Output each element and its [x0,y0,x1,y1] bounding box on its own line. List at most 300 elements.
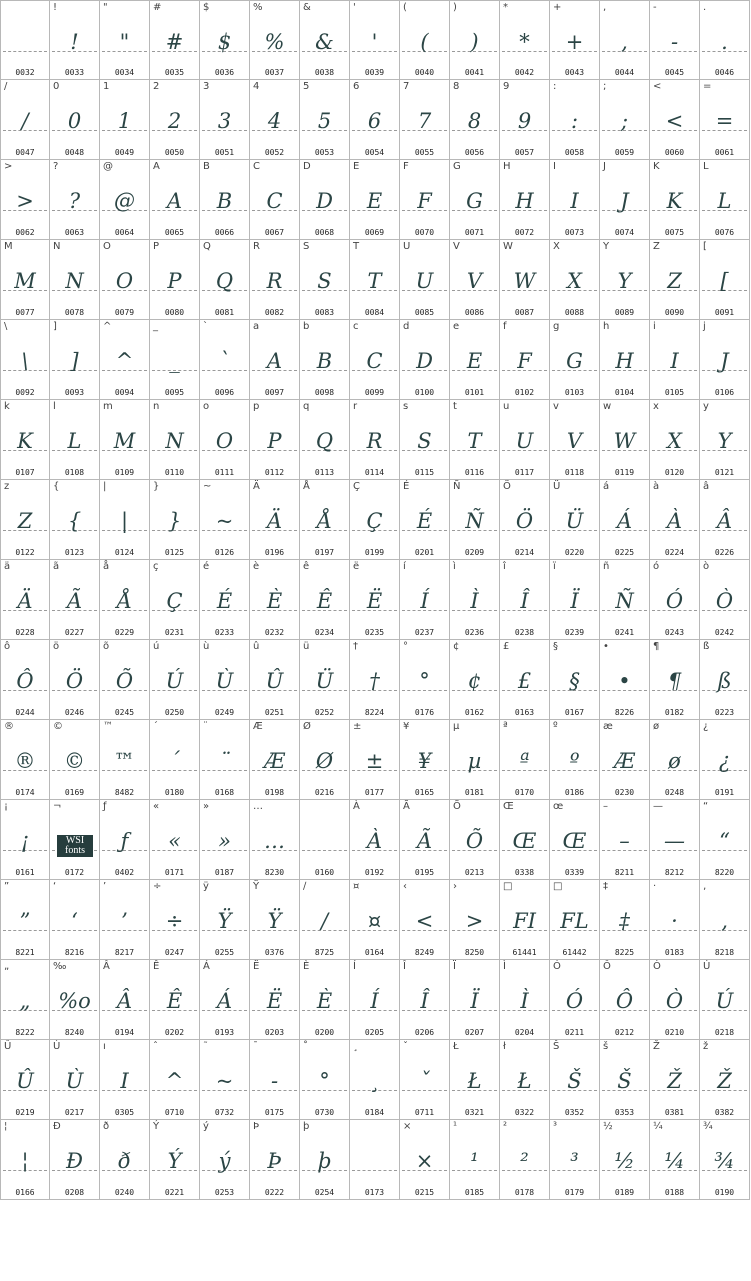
glyph-code: 0112 [264,468,285,477]
glyph-code: 8250 [464,948,485,957]
glyph-code: 0106 [714,388,735,397]
glyph-sample: Ã [416,829,433,853]
glyph-cell [650,160,700,240]
glyph-cell [650,640,700,720]
glyph-code: 0205 [364,1028,385,1037]
glyph-cell [300,880,350,960]
glyph-code: 8220 [714,868,735,877]
glyph-cell [650,400,700,480]
glyph-cell [0,240,50,320]
glyph-cell [350,560,400,640]
glyph-cell-label: Ž [653,1041,660,1052]
glyph-cell-label: Ü [553,481,561,492]
glyph-cell [50,480,100,560]
glyph-cell-label: Q [203,241,211,252]
glyph-cell-label: 0 [53,81,60,92]
glyph-cell-label: ô [4,641,11,652]
glyph-cell-label: U [403,241,411,252]
glyph-code: 0223 [714,708,735,717]
glyph-cell-label: ‰ [53,961,67,972]
glyph-code: 0193 [214,1028,235,1037]
glyph-cell-label: ‹ [403,881,407,892]
glyph-cell-label: Ñ [453,481,461,492]
glyph-cell [100,1120,150,1200]
glyph-sample: ‘ [71,909,78,933]
glyph-cell-label: ¥ [403,721,410,732]
glyph-cell [700,880,750,960]
glyph-sample: W [513,269,536,293]
glyph-cell [550,800,600,880]
glyph-code: 0338 [514,868,535,877]
glyph-cell [550,720,600,800]
glyph-cell-label: ‚ [703,881,707,892]
glyph-code: 0171 [164,868,185,877]
glyph-sample: ¢ [467,669,482,693]
glyph-cell-label: ¯ [253,1041,258,1052]
glyph-code: 0206 [414,1028,435,1037]
glyph-sample: D [316,189,333,213]
glyph-cell-label: ü [303,641,310,652]
glyph-cell [600,160,650,240]
glyph-cell-label: r [353,401,358,412]
glyph-code: 0203 [264,1028,285,1037]
glyph-code: 0088 [564,308,585,317]
glyph-cell-label: ˚ [303,1041,308,1052]
glyph-code: 8226 [614,708,635,717]
glyph-code: 0180 [164,788,185,797]
glyph-sample: FL [560,909,589,933]
glyph-cell [500,720,550,800]
glyph-cell [600,640,650,720]
glyph-cell-label: ˇ [403,1041,408,1052]
glyph-sample: ß [717,669,732,693]
glyph-cell [550,160,600,240]
glyph-cell [450,800,500,880]
glyph-cell [400,240,450,320]
glyph-cell [350,960,400,1040]
glyph-sample: B [316,349,333,373]
glyph-sample: þ [317,1149,332,1173]
glyph-cell [100,240,150,320]
glyph-code: 0210 [664,1028,685,1037]
glyph-cell [50,320,100,400]
glyph-cell-label: \ [4,321,8,332]
glyph-code: 8216 [64,948,85,957]
glyph-cell [0,880,50,960]
glyph-sample: @ [114,189,135,213]
glyph-sample: 6 [367,109,382,133]
glyph-code: 0109 [114,468,135,477]
glyph-cell-label: N [53,241,61,252]
glyph-cell [600,320,650,400]
glyph-cell-label: ! [53,2,58,13]
glyph-code: 0033 [64,68,85,77]
glyph-code: 0182 [664,708,685,717]
glyph-cell [500,1120,550,1200]
glyph-cell-label: Š [553,1041,560,1052]
glyph-code: 8230 [264,868,285,877]
glyph-sample: Š [617,1069,632,1093]
glyph-cell-label: ? [53,161,59,172]
glyph-sample: S [317,269,332,293]
glyph-code: 0166 [15,1188,35,1197]
glyph-sample: Ü [565,509,584,533]
glyph-cell [250,720,300,800]
glyph-cell-label: i [653,321,656,332]
glyph-cell [200,400,250,480]
glyph-cell [100,560,150,640]
glyph-cell-label: ù [203,641,210,652]
glyph-sample: , [621,30,628,54]
glyph-cell-label: } [153,481,160,492]
glyph-cell-label: ~ [203,481,212,492]
glyph-cell [550,0,600,80]
glyph-code: 0402 [114,868,135,877]
glyph-code: 0090 [664,308,685,317]
glyph-code: 0045 [664,68,685,77]
glyph-code: 0051 [214,148,235,157]
glyph-code: 0233 [214,628,235,637]
glyph-cell [300,160,350,240]
glyph-cell [100,1040,150,1120]
glyph-code: 0231 [164,628,185,637]
glyph-cell [150,560,200,640]
glyph-sample: Ê [316,589,333,613]
glyph-cell-label: ’ [103,881,107,892]
glyph-cell [300,720,350,800]
glyph-cell-label: ç [153,561,159,572]
glyph-sample: Õ [465,829,484,853]
glyph-cell-label: ¼ [653,1121,663,1132]
glyph-sample: × [415,1149,434,1173]
glyph-cell [550,880,600,960]
glyph-cell [0,320,50,400]
glyph-cell-label: & [303,2,311,13]
glyph-code: 0195 [414,868,435,877]
glyph-sample: … [264,829,285,853]
glyph-sample: I [670,349,679,373]
glyph-sample: U [515,429,534,453]
glyph-code: 0222 [264,1188,285,1197]
glyph-code: 0251 [264,708,285,717]
glyph-cell-label: ä [4,561,11,572]
glyph-cell-label: Ð [53,1121,61,1132]
glyph-cell-label: ¦ [4,1121,8,1132]
glyph-cell-label: H [503,161,511,172]
glyph-sample: • [618,669,631,693]
glyph-cell-label: é [203,561,210,572]
glyph-cell-label: ¾ [703,1121,713,1132]
glyph-cell [50,560,100,640]
glyph-cell-label: S [303,241,310,252]
glyph-sample: ¹ [470,1149,479,1173]
glyph-code: 0116 [464,468,485,477]
glyph-cell-label: t [453,401,457,412]
glyph-sample: Ô [615,989,634,1013]
glyph-cell-label: [ [703,241,707,252]
glyph-cell [200,240,250,320]
glyph-code: 0114 [364,468,385,477]
glyph-cell-label: ó [653,561,660,572]
glyph-code: 0058 [564,148,585,157]
glyph-sample: E [466,349,483,373]
glyph-cell [450,320,500,400]
glyph-code: 0376 [264,948,285,957]
glyph-code: 0057 [514,148,535,157]
glyph-cell [200,560,250,640]
glyph-cell-label: Õ [453,801,461,812]
glyph-code: 0032 [15,68,35,77]
glyph-cell [400,800,450,880]
glyph-cell [200,1120,250,1200]
glyph-code: 0194 [114,1028,135,1037]
glyph-sample: ˇ [419,1069,430,1093]
glyph-sample: Ü [315,669,334,693]
glyph-cell-label: u [503,401,510,412]
glyph-cell-label: § [553,641,558,652]
glyph-cell [200,320,250,400]
glyph-cell-label: ž [703,1041,709,1052]
glyph-sample: – [619,829,630,853]
glyph-code: 0055 [414,148,435,157]
glyph-cell [600,1120,650,1200]
glyph-sample: 4 [267,109,282,133]
glyph-cell-label: – [603,801,608,812]
glyph-sample: ( [420,30,429,54]
glyph-cell-label: à [653,481,660,492]
glyph-cell [250,240,300,320]
glyph-cell-label: 4 [253,81,260,92]
glyph-cell-label: * [503,2,508,13]
glyph-cell [500,480,550,560]
glyph-cell [50,240,100,320]
glyph-code: 0113 [314,468,335,477]
glyph-cell [100,960,150,1040]
glyph-cell-label: E [353,161,360,172]
glyph-cell [450,560,500,640]
glyph-cell-label: „ [4,961,10,972]
glyph-cell [100,80,150,160]
glyph-cell-label: ” [4,881,10,892]
glyph-sample: U [415,269,434,293]
glyph-sample: M [113,429,136,453]
glyph-cell [700,720,750,800]
glyph-cell [200,480,250,560]
glyph-cell-label: p [253,401,260,412]
glyph-cell-label: W [503,241,513,252]
glyph-code: 0091 [714,308,735,317]
glyph-cell-label: M [4,241,13,252]
glyph-cell [200,0,250,80]
glyph-code: 0040 [414,68,435,77]
glyph-code: 61441 [512,948,537,957]
glyph-sample: ™ [114,749,135,773]
glyph-code: 0183 [664,948,685,957]
glyph-cell [350,240,400,320]
glyph-cell-label: Ø [303,721,311,732]
glyph-sample: ; [620,109,629,133]
glyph-cell-label: í [403,561,406,572]
glyph-cell-label: ı [103,1041,106,1052]
glyph-sample: ¦ [21,1149,29,1173]
glyph-code: 0063 [64,228,85,237]
wsi-fonts-logo: WSI fonts [57,835,93,857]
glyph-code: 0226 [714,548,735,557]
glyph-cell-label: ¡ [4,801,9,812]
glyph-cell-label: ï [553,561,556,572]
glyph-sample: È [316,989,333,1013]
glyph-code: 8249 [414,948,435,957]
glyph-sample: ¼ [664,1149,685,1173]
glyph-code: 0102 [514,388,535,397]
glyph-cell [650,1040,700,1120]
glyph-cell [600,0,650,80]
glyph-code: 0352 [564,1108,585,1117]
glyph-cell [450,880,500,960]
glyph-cell [250,400,300,480]
glyph-cell-label: ¢ [453,641,460,652]
glyph-cell-label: ‡ [603,881,608,892]
glyph-sample: Z [667,269,682,293]
glyph-cell-label: ˆ [153,1041,158,1052]
glyph-cell-label: s [403,401,409,412]
glyph-cell-label: n [153,401,160,412]
glyph-code: 0168 [214,788,235,797]
glyph-code: 0181 [464,788,485,797]
glyph-cell [250,880,300,960]
glyph-sample: ] [70,349,79,373]
glyph-code: 0093 [64,388,85,397]
glyph-sample: : [570,109,579,133]
glyph-cell-label: ò [703,561,710,572]
glyph-code: 0173 [364,1188,385,1197]
glyph-code: 0252 [314,708,335,717]
glyph-sample: " [119,30,130,54]
glyph-sample: Ñ [465,509,484,533]
glyph-cell [300,480,350,560]
glyph-cell-label: ñ [603,561,610,572]
glyph-sample: Ù [215,669,234,693]
glyph-cell [50,800,100,880]
glyph-sample: Õ [115,669,134,693]
glyph-code: 0249 [214,708,235,717]
glyph-sample: S [417,429,432,453]
glyph-cell [550,320,600,400]
glyph-cell-label: ) [453,2,457,13]
glyph-sample: Z [17,509,33,533]
glyph-code: 8221 [15,948,35,957]
glyph-sample: Å [316,509,333,533]
glyph-sample: ø [668,749,681,773]
glyph-cell [450,160,500,240]
glyph-cell-label: R [253,241,260,252]
glyph-sample: ¥ [417,749,432,773]
glyph-cell-label: h [603,321,610,332]
glyph-cell-label: Œ [503,801,514,812]
glyph-cell [0,0,50,80]
glyph-sample: Â [116,989,133,1013]
glyph-cell [500,240,550,320]
glyph-cell [350,800,400,880]
glyph-sample: O [215,429,234,453]
glyph-code: 0321 [464,1108,485,1117]
glyph-cell-label: 6 [353,81,360,92]
glyph-sample: º [569,749,580,773]
glyph-cell [600,880,650,960]
glyph-cell-label: õ [103,641,110,652]
glyph-cell-label: 5 [303,81,310,92]
glyph-sample: # [165,30,184,54]
glyph-sample: ÷ [165,909,184,933]
glyph-code: 0119 [614,468,635,477]
glyph-code: 0229 [114,628,135,637]
glyph-sample: ° [419,669,430,693]
glyph-code: 0035 [164,68,185,77]
glyph-sample: Ò [715,589,734,613]
glyph-cell-label: Î [403,961,406,972]
glyph-cell [150,80,200,160]
glyph-sample: A [166,189,183,213]
baseline-guide [3,51,47,52]
glyph-cell-label: ¬ [53,801,62,812]
glyph-cell-label: ( [403,2,407,13]
glyph-cell [650,960,700,1040]
glyph-cell-label: ½ [603,1121,613,1132]
glyph-cell-label: þ [303,1121,310,1132]
glyph-sample: N [65,269,84,293]
glyph-cell-label: f [503,321,507,332]
glyph-cell [300,800,350,880]
glyph-cell-label: ¸ [353,1041,358,1052]
glyph-sample: B [216,189,233,213]
glyph-sample: G [566,349,583,373]
glyph-sample: J [620,189,629,213]
glyph-cell-label: Æ [253,721,263,732]
glyph-cell-label: 9 [503,81,510,92]
glyph-sample: À [666,509,683,533]
glyph-sample: Û [16,1069,34,1093]
glyph-code: 0101 [464,388,485,397]
glyph-cell [450,1040,500,1120]
glyph-code: 8222 [15,1028,35,1037]
glyph-sample: « [168,829,181,853]
glyph-code: 0238 [514,628,535,637]
glyph-sample: 5 [317,109,332,133]
glyph-cell-label: © [53,721,63,732]
glyph-code: 0161 [15,868,35,877]
glyph-cell [50,960,100,1040]
glyph-cell-label: · [653,881,657,892]
glyph-cell [400,720,450,800]
glyph-sample: ’ [121,909,128,933]
glyph-code: 8211 [614,868,635,877]
glyph-sample: 8 [467,109,482,133]
glyph-code: 0071 [464,228,485,237]
glyph-cell [300,640,350,720]
glyph-cell-label: d [403,321,410,332]
glyph-code: 0108 [64,468,85,477]
glyph-cell [0,640,50,720]
glyph-sample: Ò [665,989,684,1013]
glyph-cell-label: @ [103,161,113,172]
glyph-sample: Ã [66,589,83,613]
glyph-cell-label: ú [153,641,160,652]
glyph-cell [650,80,700,160]
glyph-cell [250,640,300,720]
glyph-sample: · [671,909,678,933]
glyph-cell-label: ‘ [53,881,57,892]
glyph-cell-label: “ [703,801,709,812]
